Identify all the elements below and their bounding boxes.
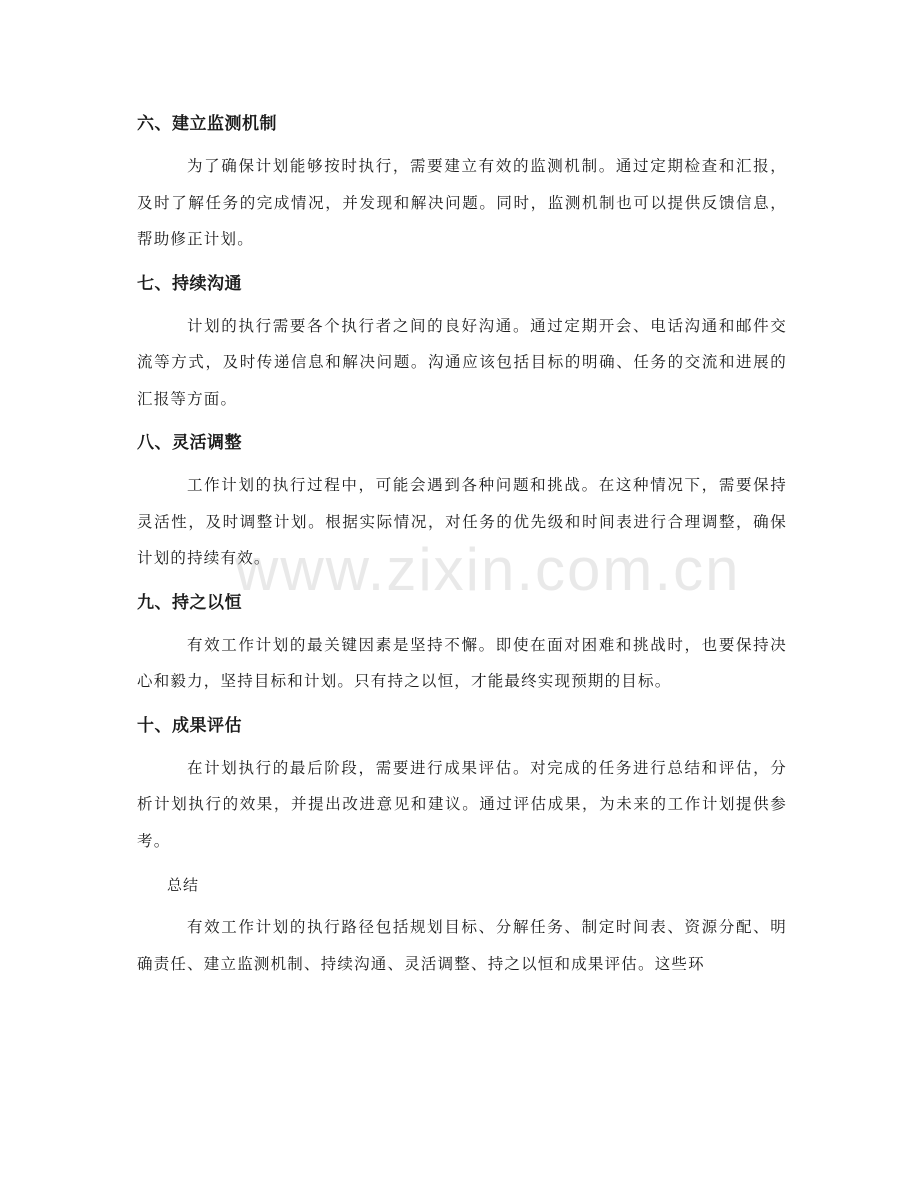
section-body-10: 在计划执行的最后阶段，需要进行成果评估。对完成的任务进行总结和评估，分析计划执行的效果，并提出改进意见和建议。通过评估成果，为未来的工作计划提供参考。 [137, 758, 787, 850]
section-heading-6: 六、建立监测机制 [137, 114, 277, 134]
section-body-6: 为了确保计划能够按时执行，需要建立有效的监测机制。通过定期检查和汇报，及时了解任务的完成情况，并发现和解决问题。同时，监测机制也可以提供反馈信息，帮助修正计划。 [137, 157, 787, 248]
section-heading-7: 七、持续沟通 [137, 273, 242, 294]
section-heading-8: 八、灵活调整 [137, 433, 242, 453]
section-body-9: 有效工作计划的最关键因素是坚持不懈。即使在面对困难和挑战时，也要保持决心和毅力，坚持目标和计划。只有持之以恒，才能最终实现预期的目标。 [137, 635, 787, 690]
section-heading-10: 十、成果评估 [137, 715, 242, 736]
section-body-8: 工作计划的执行过程中，可能会遇到各种问题和挑战。在这种情况下，需要保持灵活性，及时调整计划。根据实际情况，对任务的优先级和时间表进行合理调整，确保计划的持续有效。 [137, 476, 787, 567]
summary-label: 总结 [167, 876, 200, 894]
summary-body: 有效工作计划的执行路径包括规划目标、分解任务、制定时间表、资源分配、明确责任、建立监测机制、持续沟通、灵活调整、持之以恒和成果评估。这些环 [137, 918, 787, 973]
section-body-7: 计划的执行需要各个执行者之间的良好沟通。通过定期开会、电话沟通和邮件交流等方式，及时传递信息和解决问题。沟通应该包括目标的明确、任务的交流和进展的汇报等方面。 [137, 316, 787, 408]
section-heading-9: 九、持之以恒 [137, 592, 242, 613]
watermark: www.zixin.com.cn [235, 536, 741, 603]
document-content [137, 106, 787, 990]
